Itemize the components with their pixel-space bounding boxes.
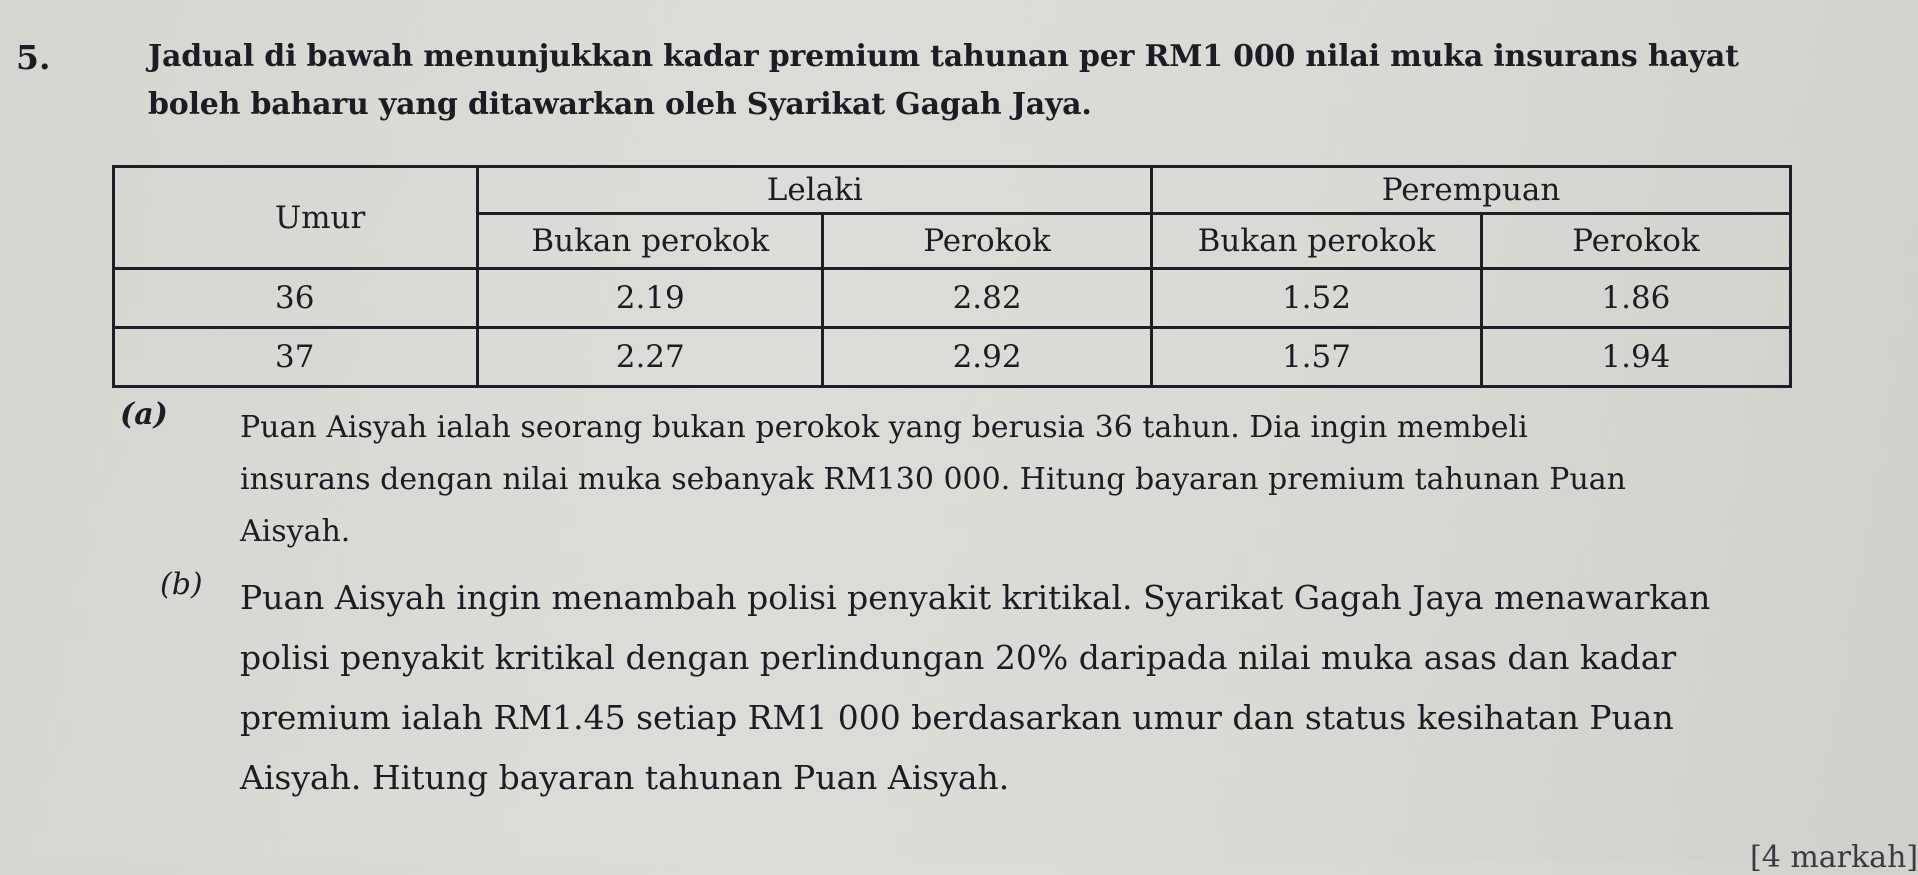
part-a-line: insurans dengan nilai muka sebanyak RM130 000. Hitung bayaran premium tahunan Puan <box>240 462 1626 497</box>
rate-cell: 1.57 <box>1152 328 1482 387</box>
age-cell: 37 <box>114 328 478 387</box>
rate-cell: 1.52 <box>1152 269 1482 328</box>
subheader-female-smoker: Perokok <box>1481 214 1790 269</box>
part-b-line: Puan Aisyah ingin menambah polisi penyakit kritikal. Syarikat Gagah Jaya menawarkan <box>240 578 1711 617</box>
subheader-female-nonsmoker: Bukan perokok <box>1152 214 1482 269</box>
part-a-label: (a) <box>120 397 168 432</box>
table-header-row <box>114 167 1791 214</box>
intro-line: Jadual di bawah menunjukkan kadar premium tahunan per RM1 000 nilai muka insurans hayat <box>148 39 1739 74</box>
premium-rate-table <box>112 165 1792 388</box>
part-a-line: Aisyah. <box>240 514 351 549</box>
table-row <box>114 328 1791 387</box>
part-b-label: (b) <box>160 567 203 602</box>
marks-label: [4 markah] <box>1750 840 1918 875</box>
part-b-line: Aisyah. Hitung bayaran tahunan Puan Aisyah. <box>240 758 1010 797</box>
rate-cell: 2.19 <box>478 269 823 328</box>
table-row <box>114 269 1791 328</box>
female-header: Perempuan <box>1152 167 1791 214</box>
intro-line: boleh baharu yang ditawarkan oleh Syarikat Gagah Jaya. <box>148 87 1092 122</box>
part-a-text <box>240 402 1840 558</box>
part-b-text <box>240 568 1870 808</box>
part-b-line: premium ialah RM1.45 setiap RM1 000 berdasarkan umur dan status kesihatan Puan <box>240 698 1674 737</box>
age-header: Umur <box>114 167 478 269</box>
question-intro <box>148 33 1868 129</box>
rate-cell: 2.27 <box>478 328 823 387</box>
question-number: 5. <box>16 38 51 77</box>
age-cell: 36 <box>114 269 478 328</box>
male-header: Lelaki <box>478 167 1152 214</box>
subheader-male-nonsmoker: Bukan perokok <box>478 214 823 269</box>
rate-cell: 1.86 <box>1481 269 1790 328</box>
subheader-male-smoker: Perokok <box>823 214 1152 269</box>
rate-cell: 2.92 <box>823 328 1152 387</box>
part-b-line: polisi penyakit kritikal dengan perlindungan 20% daripada nilai muka asas dan kadar <box>240 638 1677 677</box>
part-a-line: Puan Aisyah ialah seorang bukan perokok yang berusia 36 tahun. Dia ingin membeli <box>240 410 1528 445</box>
rate-cell: 2.82 <box>823 269 1152 328</box>
rate-cell: 1.94 <box>1481 328 1790 387</box>
